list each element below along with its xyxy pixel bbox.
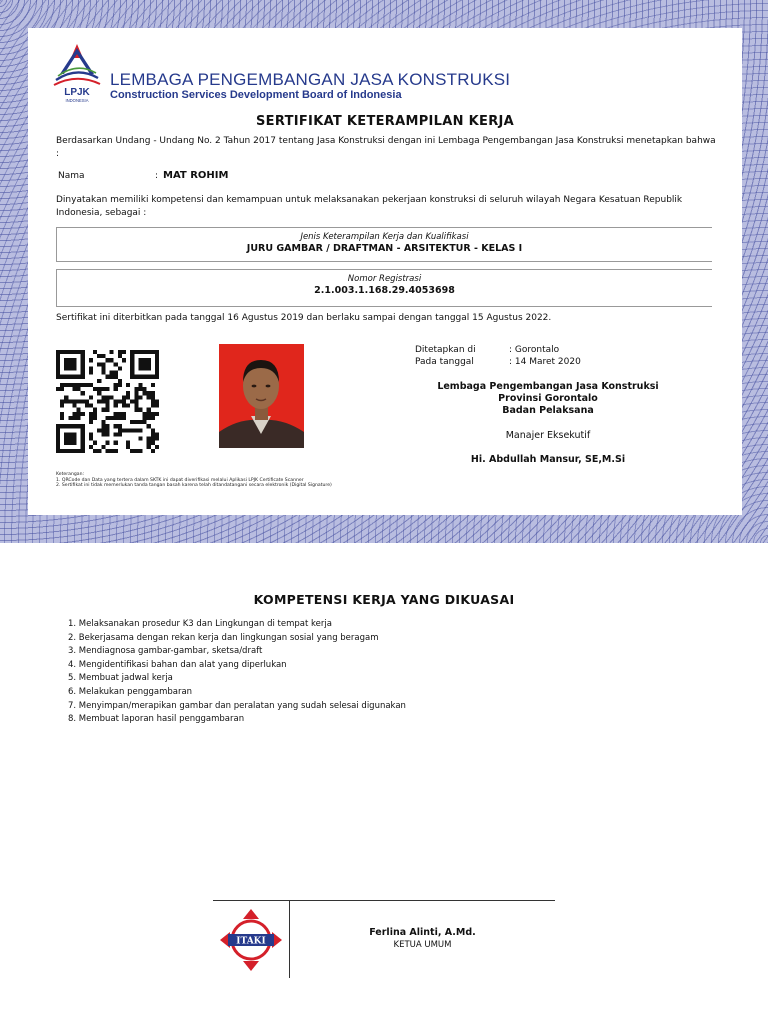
notes bbox=[56, 472, 332, 489]
notes-title: Keterangan: bbox=[56, 472, 85, 477]
itaki-logo-text: ITAKI bbox=[236, 936, 266, 947]
list-item: 7. Menyimpan/merapikan gambar dan peralatan yang sudah selesai digunakan bbox=[68, 700, 406, 711]
org-name: LEMBAGA PENGEMBANGAN JASA KONSTRUKSI bbox=[110, 70, 511, 89]
list-item: 8. Membuat laporan hasil penggambaran bbox=[68, 714, 245, 725]
lpjk-logo-icon bbox=[52, 40, 102, 104]
statement-text: Dinyatakan memiliki kompetensi dan kemampuan untuk melaksanakan pekerjaan konstruksi di seluruh wilayah Negara Kesatuan Republik Indonesia, sebagai : bbox=[56, 195, 683, 218]
sign-org-line-1: Lembaga Pengembangan Jasa Konstruksi bbox=[437, 381, 659, 392]
note-2: 2. Sertifikat ini tidak memerlukan tanda tangan basah karena telah ditandatangani secara elektronik (Digital Signature) bbox=[56, 483, 332, 489]
registration-number: 2.1.003.1.168.29.4053698 bbox=[314, 285, 455, 296]
date-label: Pada tanggal bbox=[415, 357, 474, 367]
holder-name: MAT ROHIM bbox=[163, 170, 229, 181]
note-1: 1. QRCode dan Data yang tertera dalam SKTK ini dapat diverifikasi melalui Aplikasi LPJK Certificate Scanner bbox=[56, 477, 304, 483]
signer-role: Manajer Eksekutif bbox=[505, 430, 591, 441]
skill-value: JURU GAMBAR / DRAFTMAN - ARSITEKTUR - KELAS I bbox=[246, 243, 523, 254]
logo-abbr: LPJK bbox=[64, 87, 90, 98]
org-subtitle: Construction Services Development Board of Indonesia bbox=[110, 89, 402, 101]
certificate-body bbox=[28, 28, 742, 515]
set-at-label: Ditetapkan di bbox=[415, 345, 476, 355]
registration-box bbox=[56, 269, 712, 307]
list-item: 3. Mendiagnosa gambar-gambar, sketsa/draft bbox=[68, 646, 263, 657]
list-item: 1. Melaksanakan prosedur K3 dan Lingkungan di tempat kerja bbox=[68, 619, 332, 629]
qr-code-icon bbox=[56, 350, 159, 453]
holder-photo bbox=[219, 344, 304, 448]
person-photo-icon bbox=[219, 344, 304, 448]
logo-country: INDONESIA bbox=[65, 98, 89, 103]
footer-signer-name: Ferlina Alinti, A.Md. bbox=[369, 927, 476, 938]
validity-text: Sertifikat ini diterbitkan pada tanggal 16 Agustus 2019 dan berlaku sampai dengan tanggal 15 Agustus 2022. bbox=[56, 313, 552, 323]
sign-org-line-2: Provinsi Gorontalo bbox=[498, 393, 598, 404]
intro-text: Berdasarkan Undang - Undang No. 2 Tahun 2017 tentang Jasa Konstruksi dengan ini Lembaga Pengembangan Jasa Konstruksi menetapkan bahwa : bbox=[56, 136, 716, 159]
footer-signature bbox=[213, 900, 555, 978]
certificate-title: SERTIFIKAT KETERAMPILAN KERJA bbox=[256, 114, 514, 129]
skill-caption: Jenis Keterampilan Kerja dan Kualifikasi bbox=[300, 232, 469, 242]
registration-caption: Nomor Registrasi bbox=[347, 274, 422, 284]
list-item: 5. Membuat jadwal kerja bbox=[68, 673, 173, 684]
set-at-value: : Gorontalo bbox=[509, 345, 560, 355]
competency-list bbox=[68, 618, 406, 727]
name-colon: : bbox=[155, 171, 159, 181]
list-item: 2. Bekerjasama dengan rekan kerja dan lingkungan sosial yang beragam bbox=[68, 632, 379, 643]
date-value: : 14 Maret 2020 bbox=[509, 357, 581, 367]
itaki-logo-icon bbox=[218, 907, 284, 973]
skill-box bbox=[56, 227, 712, 262]
signer-name: Hi. Abdullah Mansur, SE,M.Si bbox=[470, 454, 626, 465]
list-item: 4. Mengidentifikasi bahan dan alat yang diperlukan bbox=[68, 659, 287, 670]
list-item: 6. Melakukan penggambaran bbox=[68, 686, 193, 697]
sign-organization bbox=[398, 381, 698, 417]
footer-signer-role: KETUA UMUM bbox=[393, 940, 452, 950]
competency-title: KOMPETENSI KERJA YANG DIKUASAI bbox=[253, 592, 515, 607]
sign-org-line-3: Badan Pelaksana bbox=[502, 405, 594, 416]
name-label: Nama bbox=[58, 171, 85, 181]
